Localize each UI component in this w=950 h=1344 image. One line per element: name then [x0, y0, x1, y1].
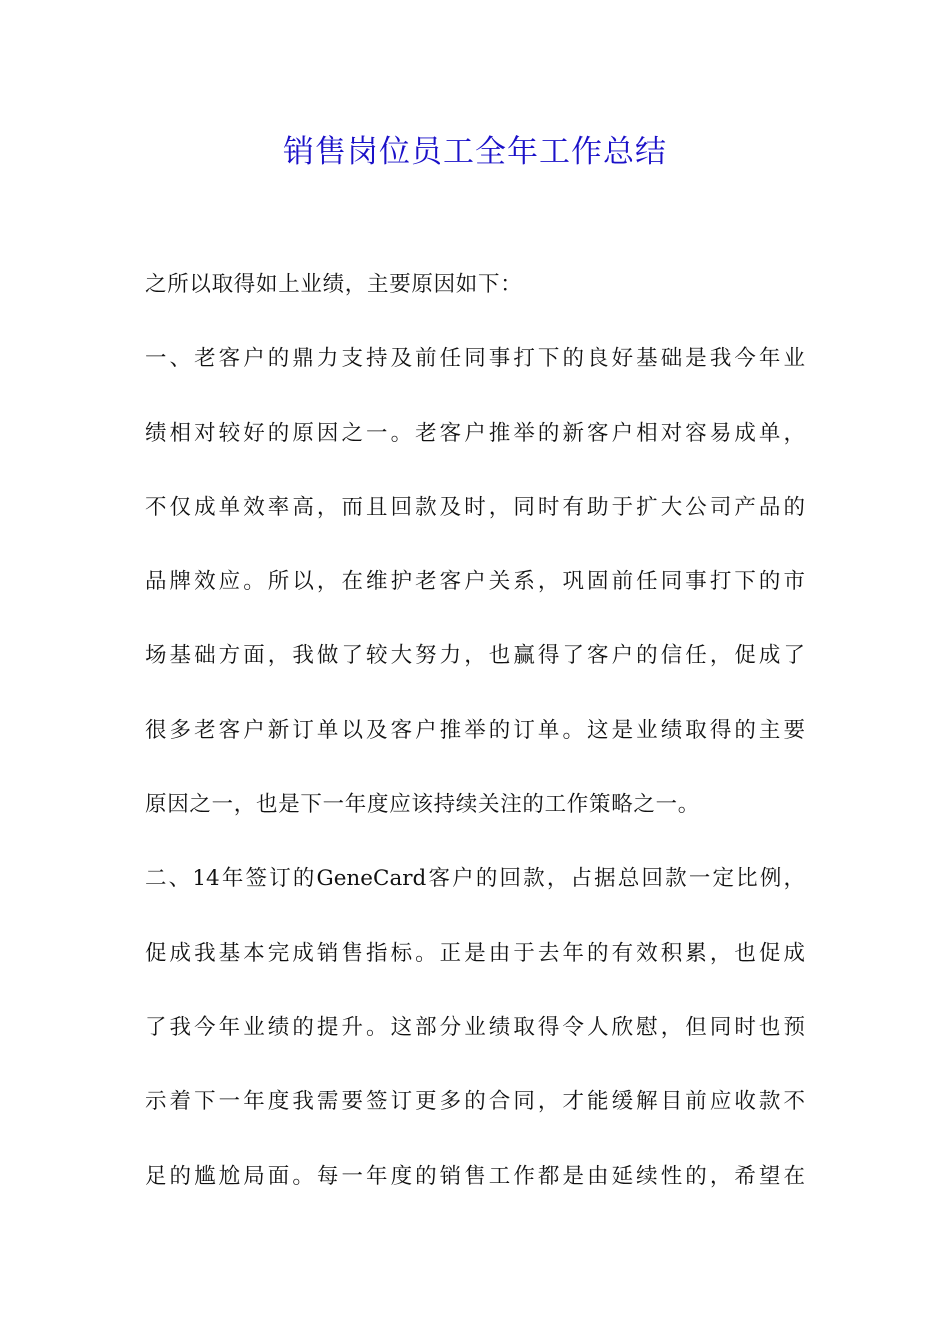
paragraph-line: 不仅成单效率高，而且回款及时，同时有助于扩大公司产品的 — [145, 494, 805, 520]
paragraph-line: 示着下一年度我需要签订更多的合同，才能缓解目前应收款不 — [145, 1089, 805, 1115]
paragraph-line: 很多老客户新订单以及客户推举的订单。这是业绩取得的主要 — [145, 717, 805, 743]
paragraph-line: 之所以取得如上业绩，主要原因如下： — [145, 272, 523, 297]
paragraph-line: 二、14年签订的GeneCard客户的回款，占据总回款一定比例， — [145, 866, 805, 892]
document-title: 销售岗位员工全年工作总结 — [283, 134, 667, 170]
paragraph-line: 足的尴尬局面。每一年度的销售工作都是由延续性的，希望在 — [145, 1163, 805, 1189]
paragraph-line: 绩相对较好的原因之一。老客户推举的新客户相对容易成单， — [145, 420, 805, 446]
document-body — [145, 265, 805, 1231]
paragraph-line: 促成我基本完成销售指标。正是由于去年的有效积累，也促成 — [145, 940, 805, 966]
paragraph-line: 一、老客户的鼎力支持及前任同事打下的良好基础是我今年业 — [145, 346, 805, 372]
paragraph-line: 场基础方面，我做了较大努力，也赢得了客户的信任，促成了 — [145, 643, 805, 669]
paragraph-line: 品牌效应。所以，在维护老客户关系，巩固前任同事打下的市 — [145, 569, 805, 595]
paragraph-line: 了我今年业绩的提升。这部分业绩取得令人欣慰，但同时也预 — [145, 1014, 805, 1040]
paragraph-line: 原因之一，也是下一年度应该持续关注的工作策略之一。 — [145, 792, 701, 818]
